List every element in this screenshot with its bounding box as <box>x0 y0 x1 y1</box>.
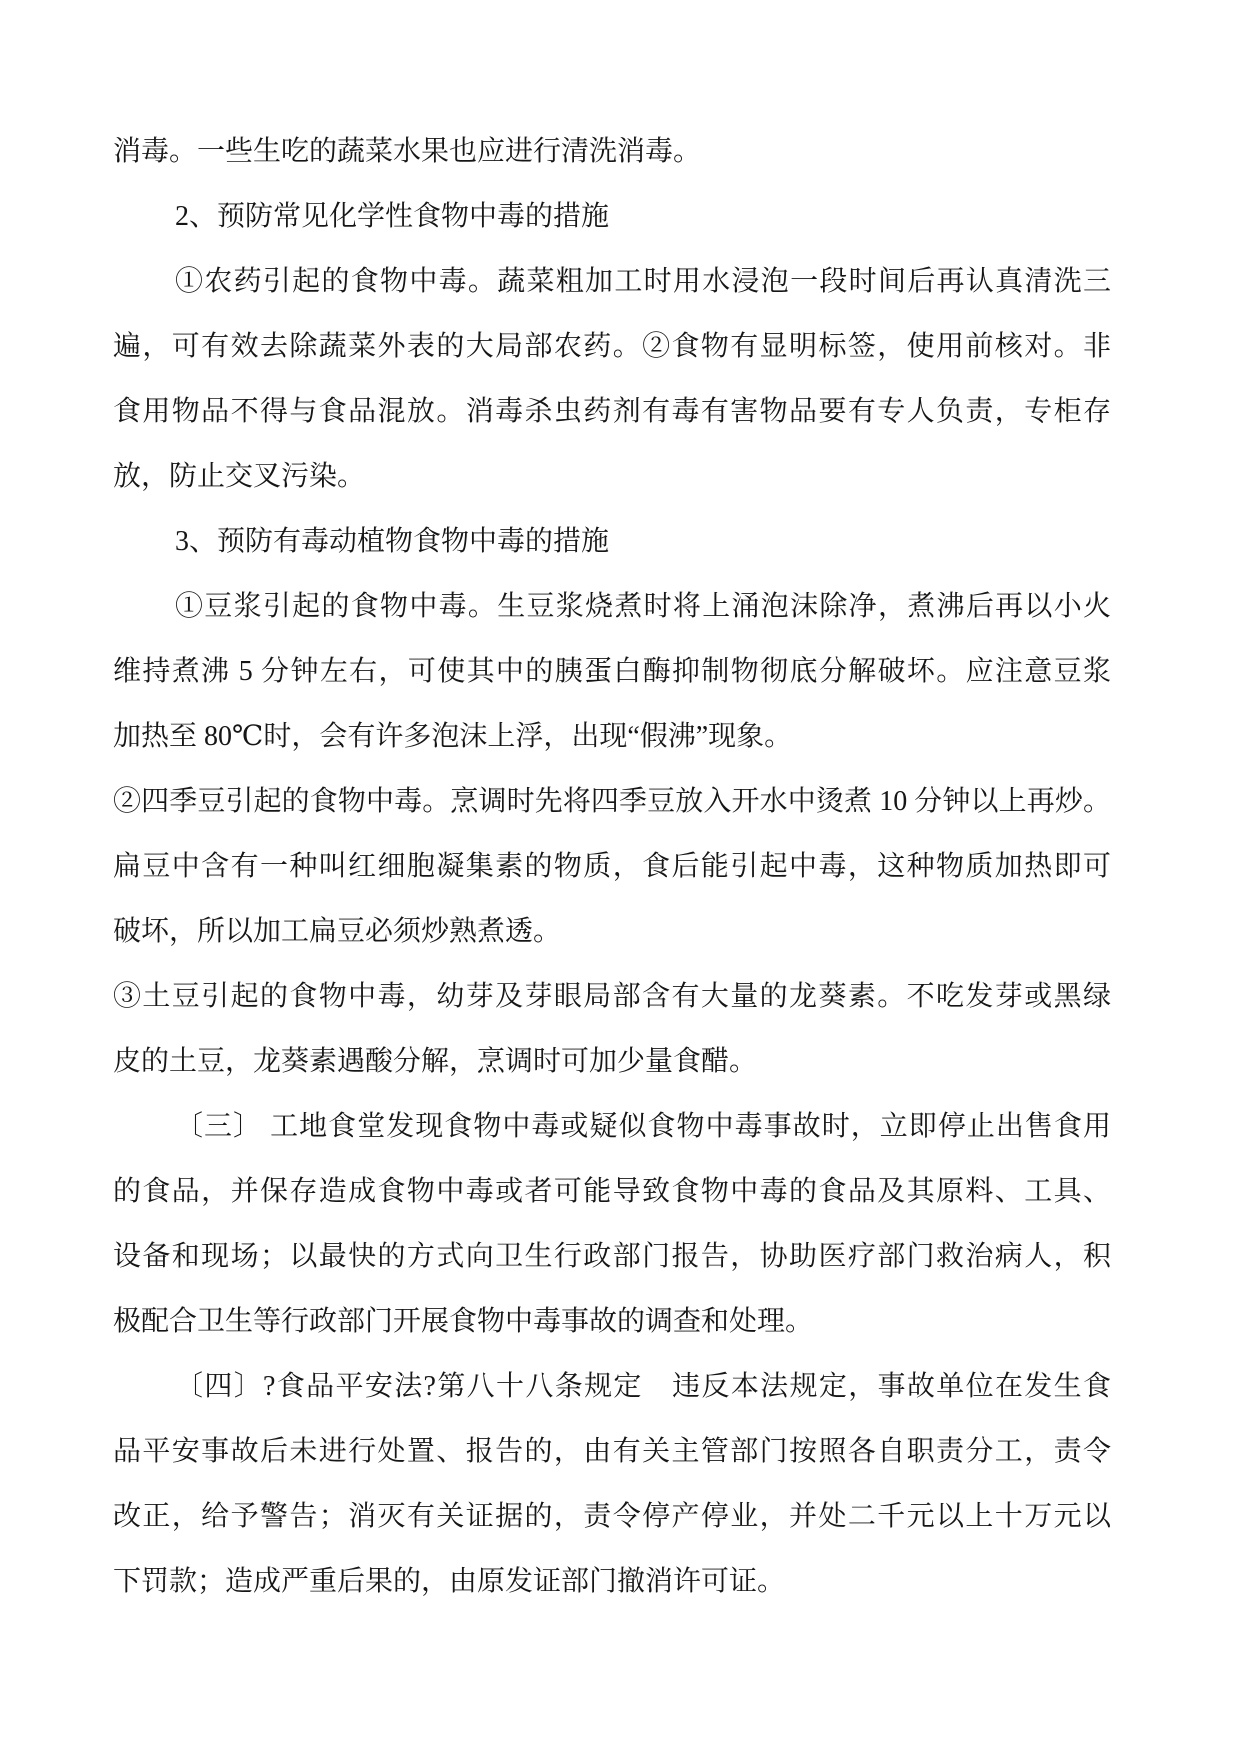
text-line: ①农药引起的食物中毒。蔬菜粗加工时用水浸泡一段时间后再认真清洗三 <box>175 266 1111 297</box>
text-line: 3、预防有毒动植物食物中毒的措施 <box>175 526 610 557</box>
paragraph-heading-3 <box>113 509 1111 574</box>
text-line: 食用物品不得与食品混放。消毒杀虫药剂有毒有害物品要有专人负责，专柜存 <box>113 396 1111 427</box>
text-line: 遍，可有效去除蔬菜外表的大局部农药。②食物有显明标签，使用前核对。非 <box>113 331 1111 362</box>
paragraph-potato <box>113 964 1111 1094</box>
text-line: 破坏，所以加工扁豆必须炒熟煮透。 <box>113 916 562 947</box>
text-line: 品平安事故后未进行处置、报告的，由有关主管部门按照各自职责分工，责令 <box>113 1436 1111 1467</box>
text-line: 改正，给予警告；消灭有关证据的，责令停产停业，并处二千元以上十万元以 <box>113 1501 1111 1532</box>
text-line: 极配合卫生等行政部门开展食物中毒事故的调查和处理。 <box>113 1306 814 1337</box>
text-line: 加热至 80℃时，会有许多泡沫上浮，出现“假沸”现象。 <box>113 721 793 752</box>
text-line: 〔四〕?食品平安法?第八十八条规定 违反本法规定，事故单位在发生食 <box>175 1371 1111 1402</box>
paragraph-heading-2 <box>113 184 1111 249</box>
paragraph-canteen-response <box>113 1094 1111 1354</box>
text-line: 2、预防常见化学性食物中毒的措施 <box>175 201 610 232</box>
text-line: 皮的土豆，龙葵素遇酸分解，烹调时可加少量食醋。 <box>113 1046 758 1077</box>
paragraph-soymilk <box>113 574 1111 769</box>
paragraph-food-safety-law <box>113 1354 1111 1614</box>
text-line: 消毒。一些生吃的蔬菜水果也应进行清洗消毒。 <box>113 136 702 167</box>
paragraph-continuation <box>113 119 1111 184</box>
paragraph-pesticide <box>113 249 1111 509</box>
text-line: 的食品，并保存造成食物中毒或者可能导致食物中毒的食品及其原料、工具、 <box>113 1176 1111 1207</box>
text-line: ③土豆引起的食物中毒，幼芽及芽眼局部含有大量的龙葵素。不吃发芽或黑绿 <box>113 981 1111 1012</box>
paragraph-green-beans <box>113 769 1111 964</box>
text-line: 下罚款；造成严重后果的，由原发证部门撤消许可证。 <box>113 1566 786 1597</box>
text-line: ①豆浆引起的食物中毒。生豆浆烧煮时将上涌泡沫除净，煮沸后再以小火 <box>175 591 1111 622</box>
text-line: ②四季豆引起的食物中毒。烹调时先将四季豆放入开水中烫煮 10 分钟以上再炒。 <box>113 786 1111 817</box>
text-line: 设备和现场；以最快的方式向卫生行政部门报告，协助医疗部门救治病人，积 <box>113 1241 1111 1272</box>
text-line: 〔三〕 工地食堂发现食物中毒或疑似食物中毒事故时，立即停止出售食用 <box>175 1111 1111 1142</box>
text-line: 放，防止交叉污染。 <box>113 461 366 492</box>
text-line: 扁豆中含有一种叫红细胞凝集素的物质，食后能引起中毒，这种物质加热即可 <box>113 851 1111 882</box>
text-line: 维持煮沸 5 分钟左右，可使其中的胰蛋白酶抑制物彻底分解破坏。应注意豆浆 <box>113 656 1111 687</box>
